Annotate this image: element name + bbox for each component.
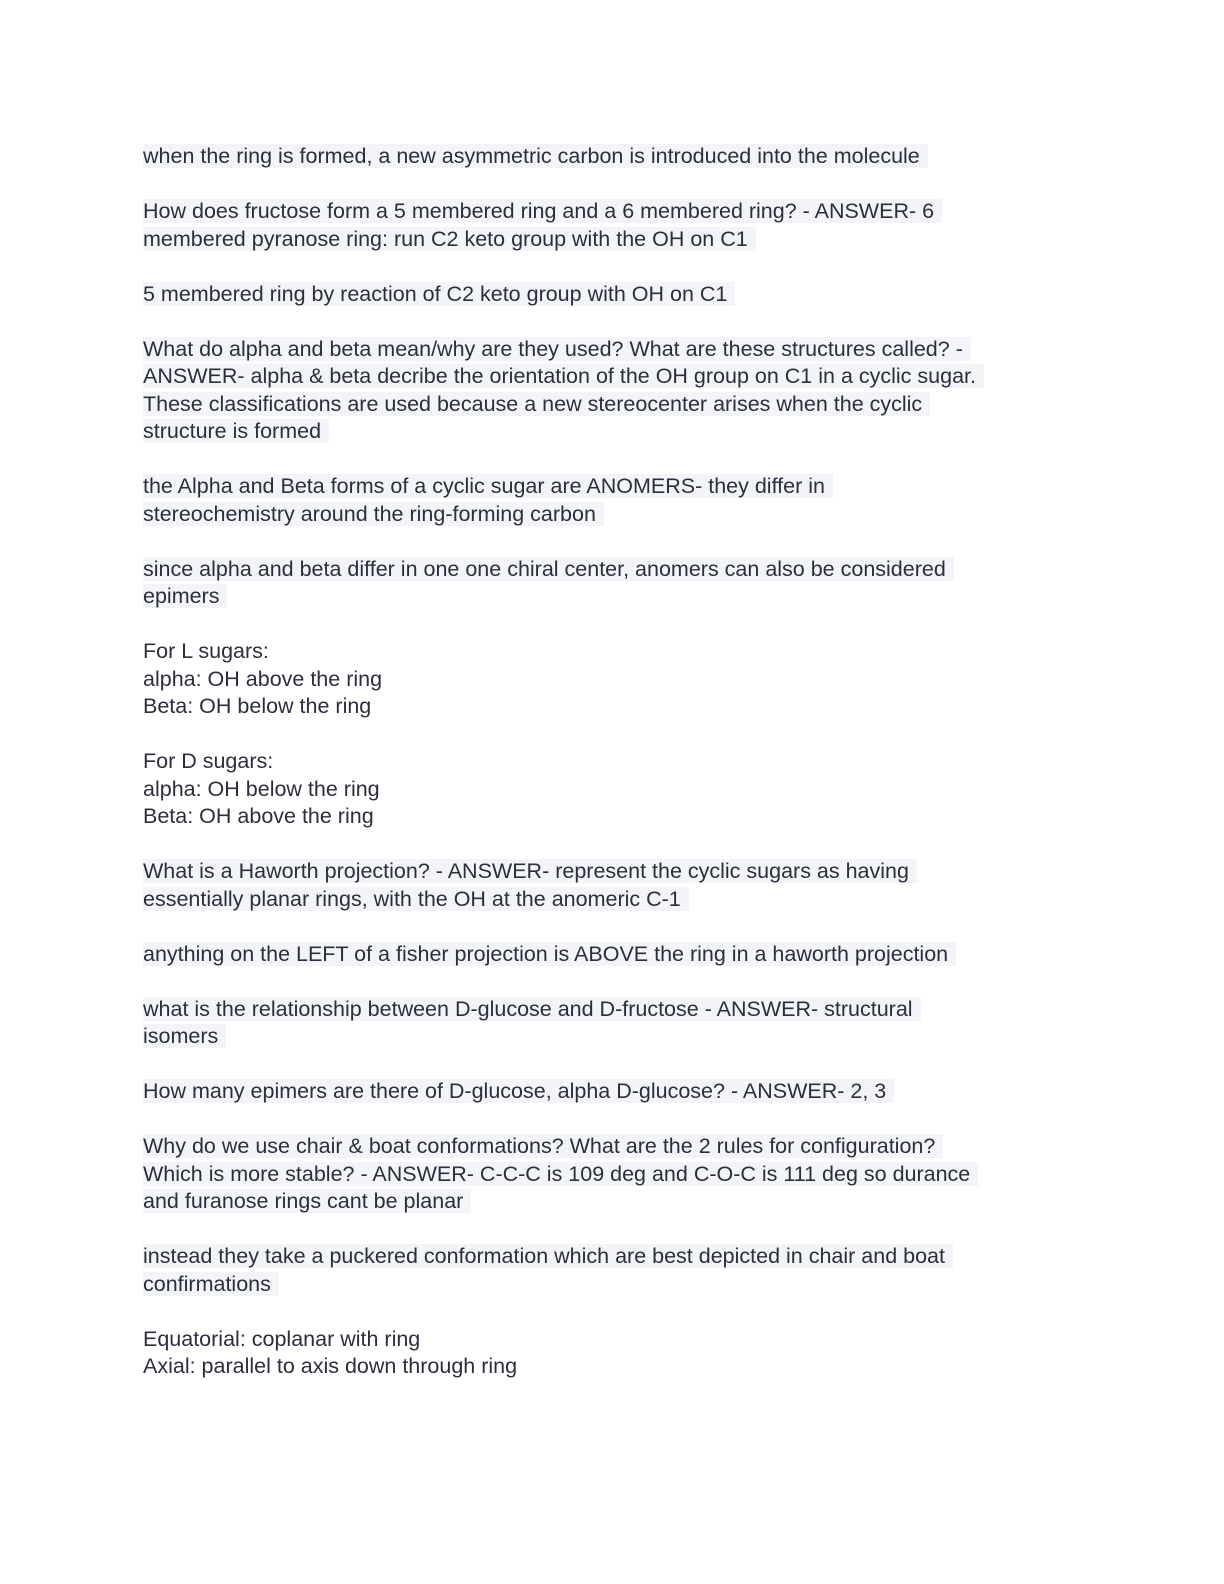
text-line: alpha: OH below the ring — [143, 776, 380, 801]
paragraph — [143, 1243, 1083, 1298]
text-line: isomers — [143, 1023, 1083, 1051]
text-line: How many epimers are there of D-glucose, alpha D-glucose? - ANSWER- 2, 3 — [143, 1078, 1083, 1106]
text-line: Equatorial: coplanar with ring — [143, 1326, 421, 1351]
paragraph — [143, 1326, 1083, 1381]
text-line: Which is more stable? - ANSWER- C-C-C is 109 deg and C-O-C is 111 deg so durance — [143, 1161, 1083, 1189]
text-line: 5 membered ring by reaction of C2 keto group with OH on C1 — [143, 281, 1083, 309]
text-line: Axial: parallel to axis down through ring — [143, 1354, 518, 1378]
paragraph — [143, 1133, 1083, 1216]
text-line: For D sugars: — [143, 749, 274, 773]
paragraph — [143, 281, 1083, 309]
text-line: essentially planar rings, with the OH at the anomeric C-1 — [143, 886, 1083, 914]
text-line: confirmations — [143, 1271, 1083, 1299]
text-line: ANSWER- alpha & beta decribe the orientation of the OH group on C1 in a cyclic sugar. — [143, 363, 1083, 391]
text-line: anything on the LEFT of a fisher projection is ABOVE the ring in a haworth projection — [143, 941, 1083, 969]
paragraph — [143, 198, 1083, 253]
text-line: Beta: OH above the ring — [143, 804, 374, 828]
document-page — [143, 143, 1083, 1408]
text-line: alpha: OH above the ring — [143, 666, 383, 691]
paragraph — [143, 638, 1083, 721]
paragraph — [143, 996, 1083, 1051]
text-line: These classifications are used because a new stereocenter arises when the cyclic — [143, 391, 1083, 419]
paragraph — [143, 473, 1083, 528]
text-line: instead they take a puckered conformation which are best depicted in chair and boat — [143, 1243, 1083, 1271]
paragraph — [143, 556, 1083, 611]
text-line: Beta: OH below the ring — [143, 694, 372, 718]
text-line: structure is formed — [143, 418, 1083, 446]
text-line: Why do we use chair & boat conformations? What are the 2 rules for configuration? — [143, 1133, 1083, 1161]
text-line: since alpha and beta differ in one one chiral center, anomers can also be considered — [143, 556, 1083, 584]
paragraph — [143, 143, 1083, 171]
paragraph — [143, 1078, 1083, 1106]
text-line: what is the relationship between D-glucose and D-fructose - ANSWER- structural — [143, 996, 1083, 1024]
paragraph — [143, 941, 1083, 969]
paragraph — [143, 748, 1083, 831]
text-line: epimers — [143, 583, 1083, 611]
text-line: when the ring is formed, a new asymmetric carbon is introduced into the molecule — [143, 143, 1083, 171]
text-line: stereochemistry around the ring-forming carbon — [143, 501, 1083, 529]
text-line: and furanose rings cant be planar — [143, 1188, 1083, 1216]
text-line: the Alpha and Beta forms of a cyclic sugar are ANOMERS- they differ in — [143, 473, 1083, 501]
paragraph — [143, 336, 1083, 446]
paragraph — [143, 858, 1083, 913]
text-line: For L sugars: — [143, 639, 269, 663]
text-line: What do alpha and beta mean/why are they used? What are these structures called? - — [143, 336, 1083, 364]
text-line: membered pyranose ring: run C2 keto group with the OH on C1 — [143, 226, 1083, 254]
text-line: How does fructose form a 5 membered ring and a 6 membered ring? - ANSWER- 6 — [143, 198, 1083, 226]
text-line: What is a Haworth projection? - ANSWER- represent the cyclic sugars as having — [143, 858, 1083, 886]
